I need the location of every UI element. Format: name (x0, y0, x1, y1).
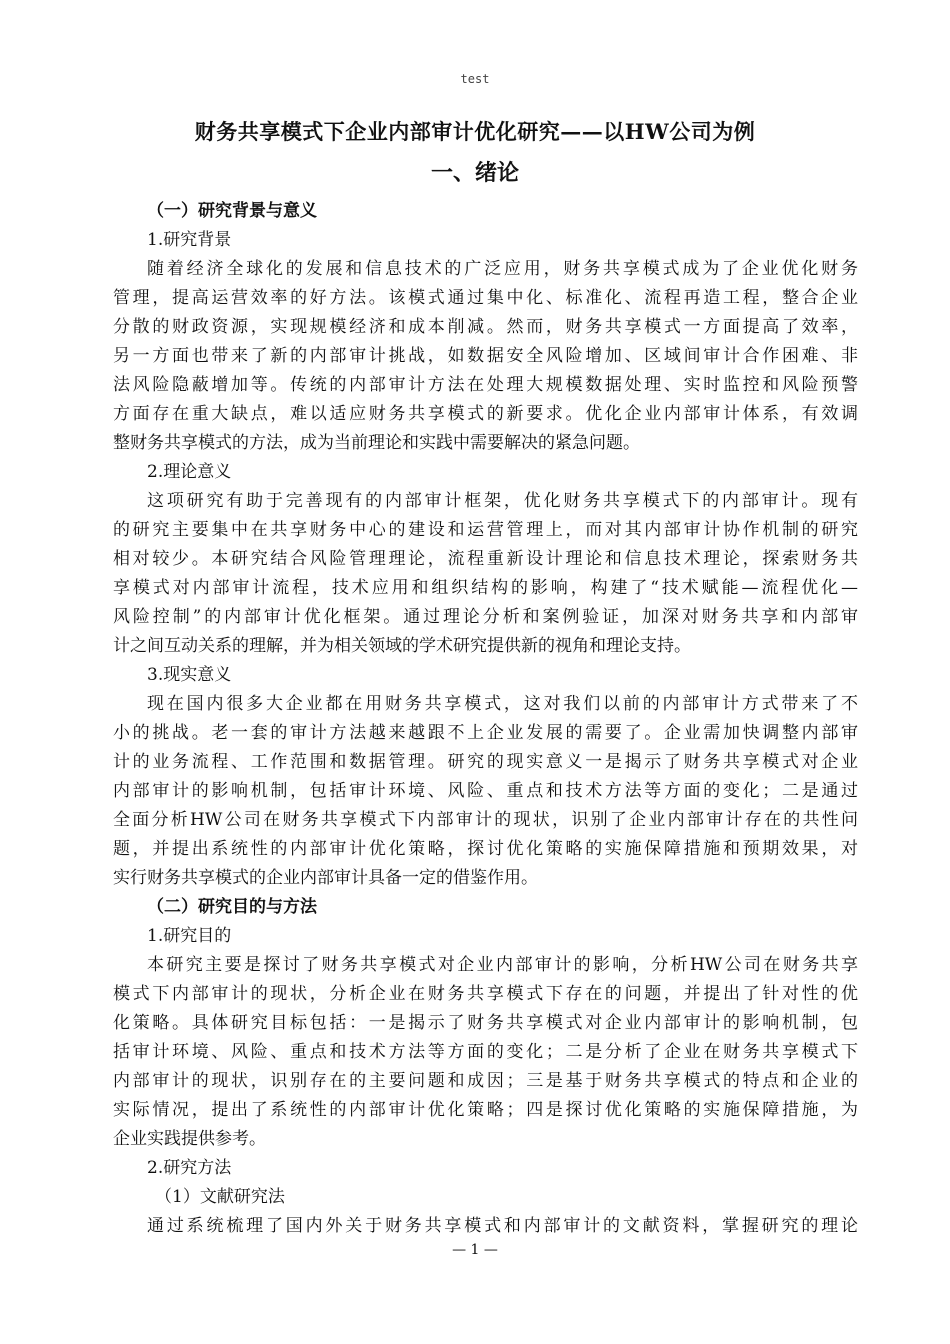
body-text (113, 197, 858, 1241)
document-title: 财务共享模式下企业内部审计优化研究——以HW公司为例 (194, 119, 756, 144)
page-number: — 1 — (452, 1242, 498, 1258)
text-line: 计的业务流程、工作范围和数据管理。研究的现实意义一是揭示了财务共享模式对企业 (113, 752, 858, 772)
text-line: 内部审计的现状，识别存在的主要问题和成因；三是基于财务共享模式的特点和企业的 (113, 1071, 858, 1091)
text-line: 风险控制”的内部审计优化框架。通过理论分析和案例验证，加深对财务共享和内部审 (113, 607, 858, 627)
text-line: 管理，提高运营效率的好方法。该模式通过集中化、标准化、流程再造工程，整合企业 (113, 288, 858, 308)
text-line: 3.现实意义 (147, 665, 232, 685)
text-line: 另一方面也带来了新的内部审计挑战，如数据安全风险增加、区域间审计合作困难、非 (113, 346, 858, 366)
text-line: 法风险隐蔽增加等。传统的内部审计方法在处理大规模数据处理、实时监控和风险预警 (113, 375, 858, 395)
text-line: 小的挑战。老一套的审计方法越来越跟不上企业发展的需要了。企业需加快调整内部审 (113, 723, 858, 743)
text-line: （一）研究背景与意义 (147, 201, 317, 221)
text-line: 计之间互动关系的理解，并为相关领域的学术研究提供新的视角和理论支持。 (113, 636, 691, 656)
text-line: 实际情况，提出了系统性的内部审计优化策略；四是探讨优化策略的实施保障措施，为 (113, 1100, 858, 1120)
chapter-heading: 一、绪论 (430, 160, 519, 186)
text-line: 全面分析HW公司在财务共享模式下内部审计的现状，识别了企业内部审计存在的共性问 (113, 810, 858, 830)
text-line: 内部审计的影响机制，包括审计环境、风险、重点和技术方法等方面的变化；二是通过 (113, 781, 858, 801)
page-header: test (460, 72, 490, 86)
text-line: 相对较少。本研究结合风险管理理论，流程重新设计理论和信息技术理论，探索财务共 (113, 549, 858, 569)
text-line: 整财务共享模式的方法，成为当前理论和实践中需要解决的紧急问题。 (113, 433, 640, 453)
text-line: 分散的财政资源，实现规模经济和成本削减。然而，财务共享模式一方面提高了效率， (113, 317, 858, 337)
text-line: 2.理论意义 (147, 462, 232, 482)
text-line: 括审计环境、风险、重点和技术方法等方面的变化；二是分析了企业在财务共享模式下 (113, 1042, 858, 1062)
text-line: 本研究主要是探讨了财务共享模式对企业内部审计的影响，分析HW公司在财务共享 (147, 955, 858, 975)
text-line: 企业实践提供参考。 (113, 1129, 266, 1149)
text-line: 的研究主要集中在共享财务中心的建设和运营管理上，而对其内部审计协作机制的研究 (113, 520, 858, 540)
text-line: 通过系统梳理了国内外关于财务共享模式和内部审计的文献资料，掌握研究的理论 (147, 1216, 858, 1236)
text-line: 模式下内部审计的现状，分析企业在财务共享模式下存在的问题，并提出了针对性的优 (113, 984, 858, 1004)
text-line: 现在国内很多大企业都在用财务共享模式，这对我们以前的内部审计方式带来了不 (147, 694, 858, 714)
text-line: 享模式对内部审计流程，技术应用和组织结构的影响，构建了“技术赋能—流程优化— (113, 578, 858, 598)
text-line: 这项研究有助于完善现有的内部审计框架，优化财务共享模式下的内部审计。现有 (147, 491, 858, 511)
text-line: 题，并提出系统性的内部审计优化策略，探讨优化策略的实施保障措施和预期效果，对 (113, 839, 858, 859)
text-line: 实行财务共享模式的企业内部审计具备一定的借鉴作用。 (113, 868, 538, 888)
text-line: （二）研究目的与方法 (147, 897, 317, 917)
text-line: 2.研究方法 (147, 1158, 232, 1178)
text-line: 随着经济全球化的发展和信息技术的广泛应用，财务共享模式成为了企业优化财务 (147, 259, 858, 279)
text-line: （1）文献研究法 (155, 1187, 285, 1207)
text-line: 化策略。具体研究目标包括：一是揭示了财务共享模式对企业内部审计的影响机制，包 (113, 1013, 858, 1033)
text-line: 1.研究背景 (147, 230, 232, 250)
text-line: 方面存在重大缺点，难以适应财务共享模式的新要求。优化企业内部审计体系，有效调 (113, 404, 858, 424)
text-line: 1.研究目的 (147, 926, 232, 946)
